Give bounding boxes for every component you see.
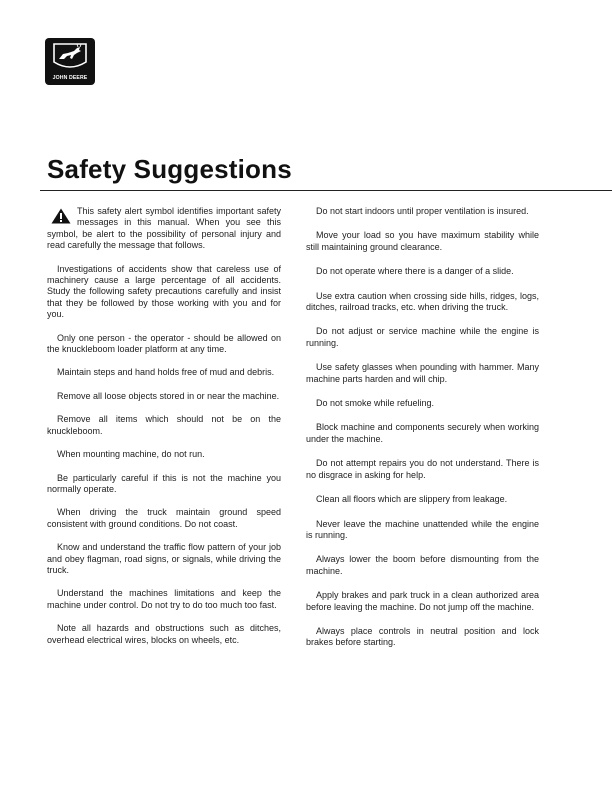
left-item-3: Maintain steps and hand holds free of mud and debris.	[57, 367, 275, 378]
right-item-2: Move your load so you have maximum stability while still maintaining ground clearance.	[306, 230, 539, 252]
left-item-1: Investigations of accidents show that careless use of machinery cause a large percentage of all accidents. Study the following safety precautions carefully and insist that they be followed by those working with you and for you.	[47, 263, 281, 320]
title-divider	[40, 190, 612, 191]
right-item-11: Never leave the machine unattended while the engine is running.	[306, 518, 539, 540]
right-item-14: Always place controls in neutral position and lock brakes before starting.	[306, 625, 539, 648]
john-deere-logo	[45, 38, 95, 85]
intro-text: This safety alert symbol identifies important safety messages in this manual. When you see this symbol, be alert to the possibility of personal injury and read carefully the message that follows.	[47, 206, 281, 251]
left-item-8: When driving the truck maintain ground speed consistent with ground conditions. Do not coast.	[47, 507, 281, 529]
right-item-1: Do not start indoors until proper ventilation is insured.	[316, 206, 529, 216]
right-item-6: Use safety glasses when pounding with hammer. Many machine parts harden and will chip.	[306, 362, 539, 384]
intro-paragraph	[47, 206, 281, 252]
left-item-10: Understand the machines limitations and keep the machine under control. Do not try to do too much too fast.	[47, 588, 281, 610]
left-item-5: Remove all items which should not be on the knuckleboom.	[47, 414, 281, 436]
left-item-4: Remove all loose objects stored in or near the machine.	[57, 390, 280, 401]
right-item-3: Do not operate where there is a danger of a slide.	[316, 266, 514, 277]
left-column	[47, 206, 281, 658]
left-item-11: Note all hazards and obstructions such as ditches, overhead electrical wires, blocks on wheels, etc.	[47, 623, 281, 645]
right-item-12: Always lower the boom before dismounting from the machine.	[306, 554, 539, 576]
right-column	[306, 206, 539, 662]
right-item-8: Block machine and components securely when working under the machine.	[306, 422, 539, 444]
right-item-7: Do not smoke while refueling.	[316, 398, 435, 409]
right-item-4: Use extra caution when crossing side hills, ridges, logs, ditches, railroad tracks, etc. when driving the truck.	[306, 290, 539, 313]
page-title: Safety Suggestions	[47, 154, 292, 184]
left-item-2: Only one person - the operator - should be allowed on the knuckleboom loader platform at any time.	[47, 332, 281, 355]
left-item-6: When mounting machine, do not run.	[57, 449, 205, 460]
right-item-13: Apply brakes and park truck in a clean authorized area before leaving the machine. Do not jump off the machine.	[306, 590, 539, 612]
left-item-9: Know and understand the traffic flow pattern of your job and obey flagman, road signs, or signals, while driving the truck.	[47, 542, 281, 575]
right-item-10: Clean all floors which are slippery from leakage.	[316, 494, 508, 505]
safety-alert-triangle-icon	[51, 208, 71, 224]
logo-text: JOHN DEERE	[52, 75, 88, 81]
right-item-5: Do not adjust or service machine while the engine is running.	[306, 326, 539, 348]
deer-logo-icon	[50, 42, 90, 72]
right-item-9: Do not attempt repairs you do not understand. There is no disgrace in asking for help.	[306, 458, 539, 480]
left-item-7: Be particularly careful if this is not the machine you normally operate.	[47, 472, 281, 494]
